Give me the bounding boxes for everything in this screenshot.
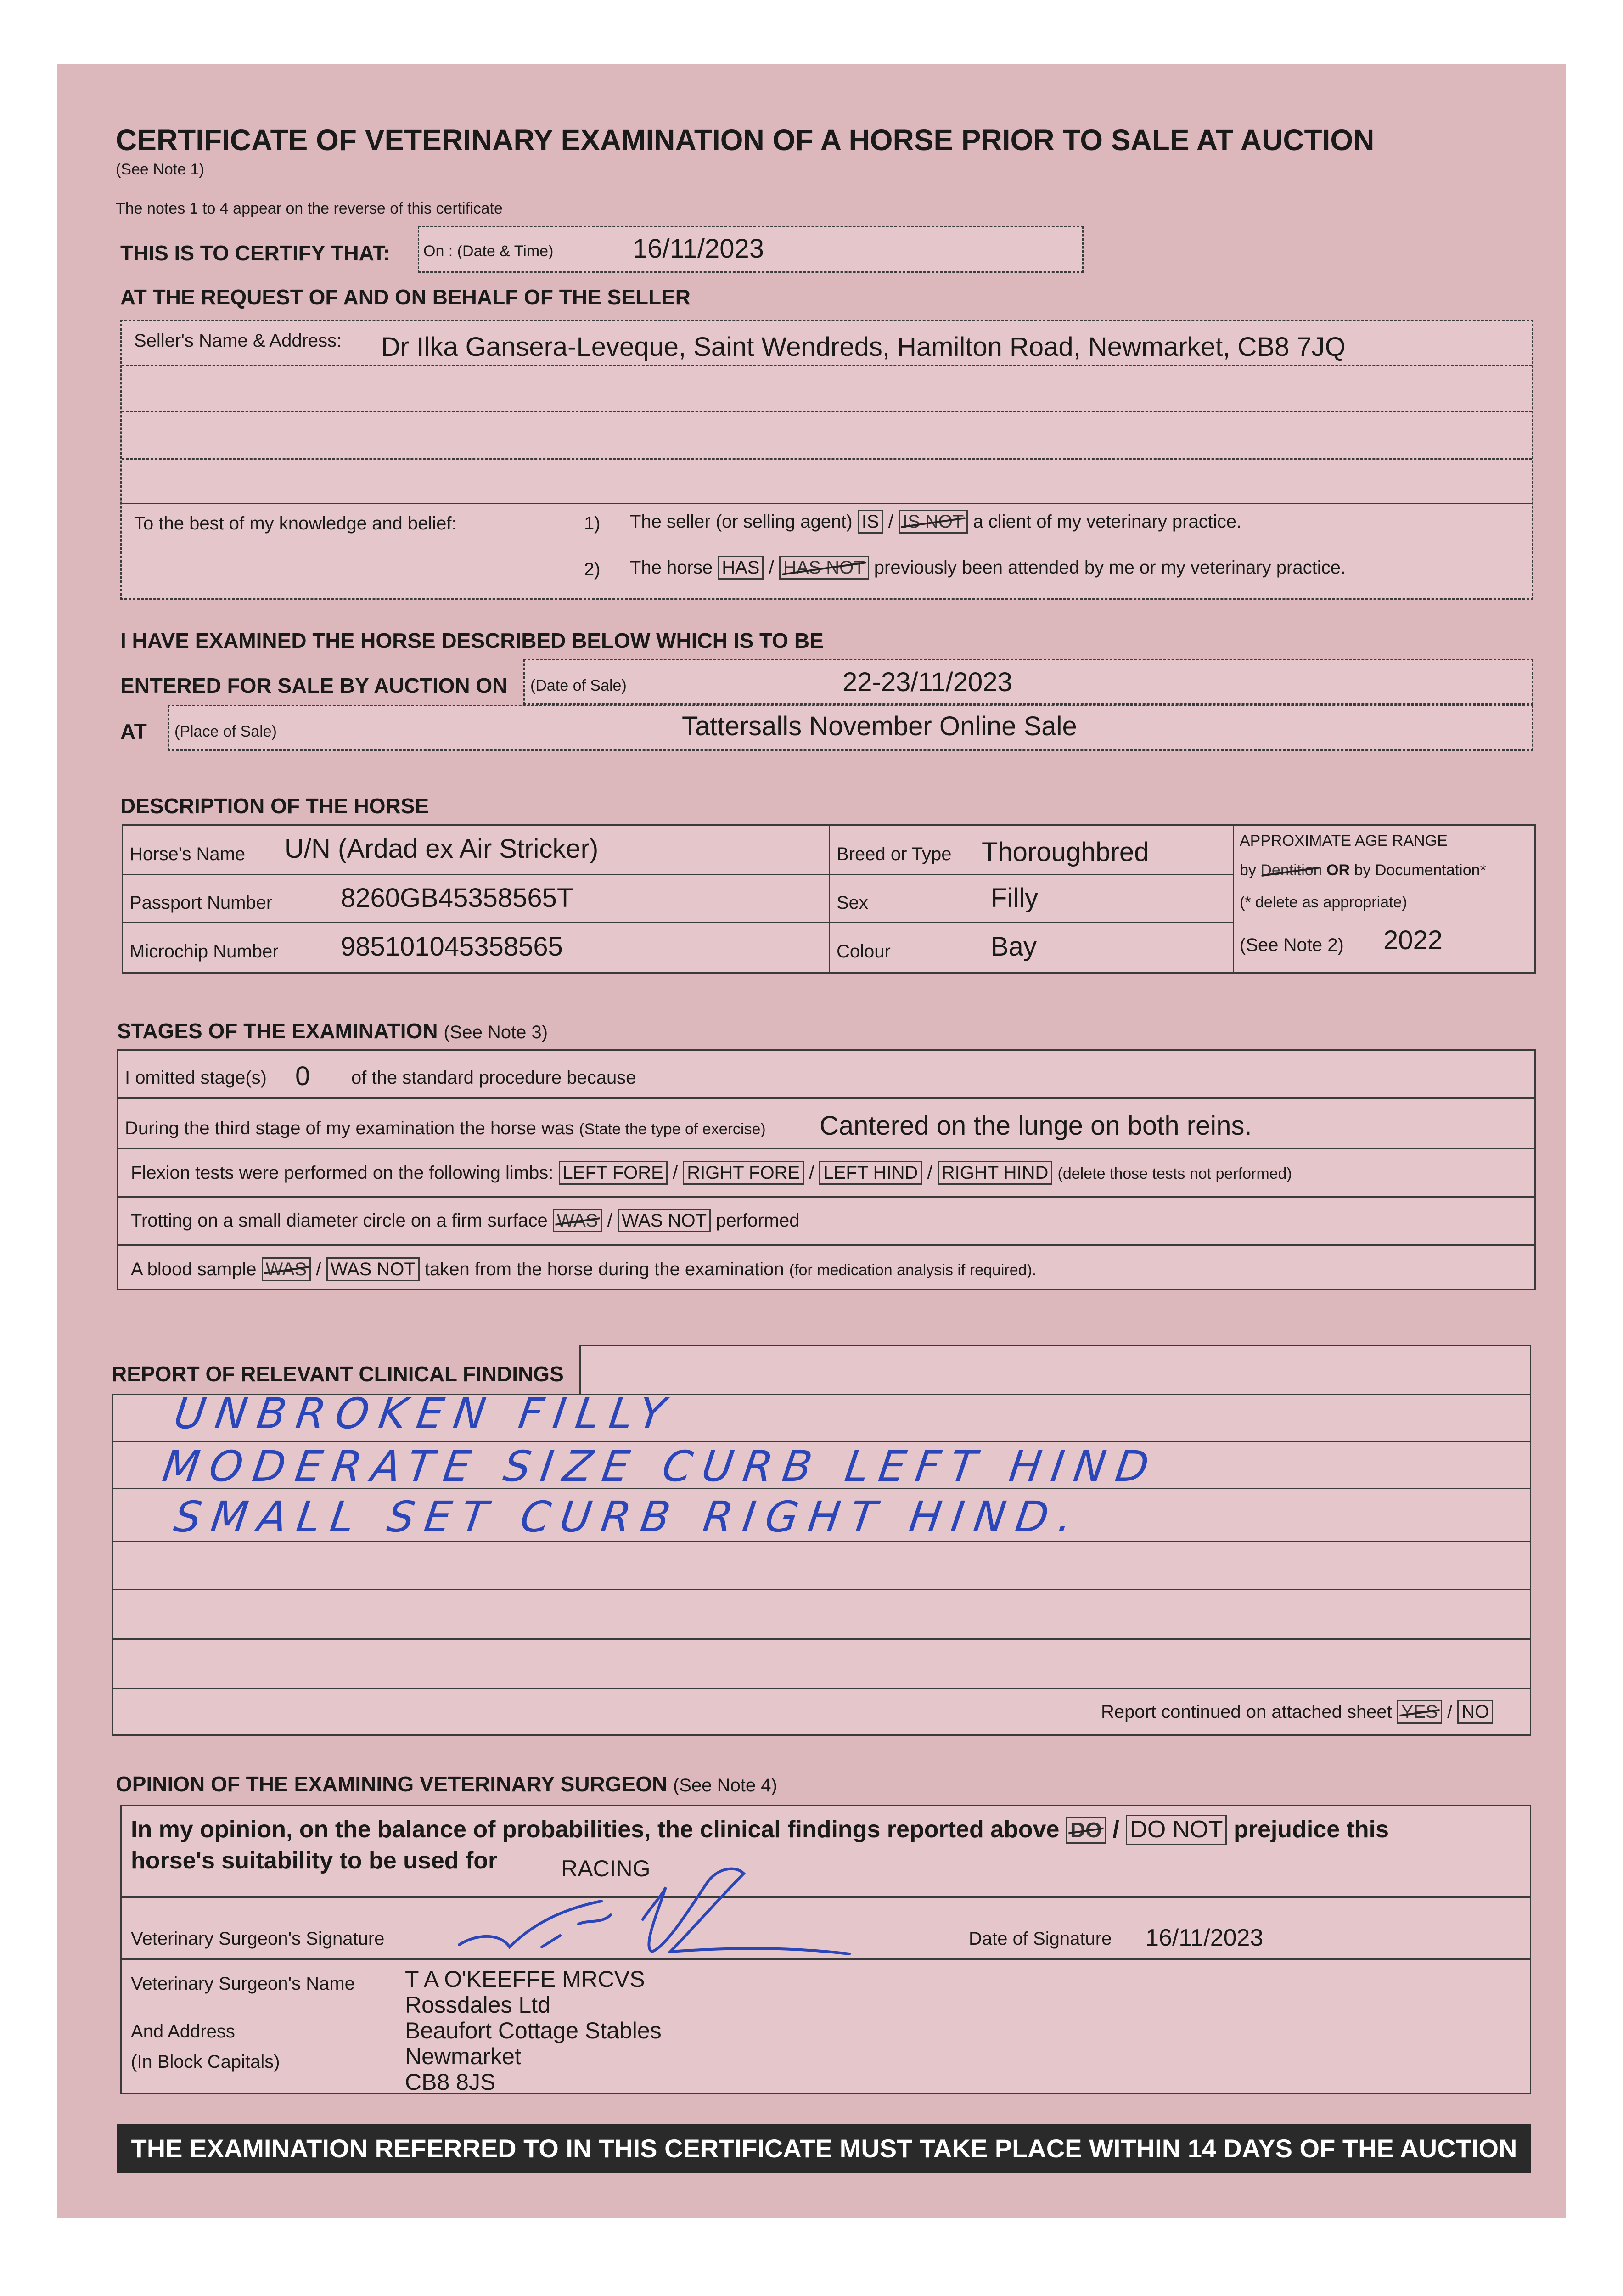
vet-address-block: T A O'KEEFFE MRCVS Rossdales Ltd Beaufort Cottage Stables Newmarket CB8 8JS [405, 1966, 662, 2095]
seller-client-line: The seller (or selling agent) IS / IS NOT a client of my veterinary practice. [630, 510, 1241, 534]
flexion-line: Flexion tests were performed on the following limbs: LEFT FORE / RIGHT FORE / LEFT HIND / RIGHT HIND (delete those tests not performed) [131, 1161, 1292, 1185]
see-note-1: (See Note 1) [116, 161, 204, 178]
right-hind-option[interactable]: RIGHT HIND [938, 1161, 1053, 1185]
sex-value: Filly [991, 883, 1039, 913]
date-signature-value: 16/11/2023 [1146, 1925, 1264, 1951]
sale-place-label: (Place of Sale) [174, 723, 277, 740]
date-signature-label: Date of Signature [969, 1929, 1112, 1949]
certify-label: THIS IS TO CERTIFY THAT: [120, 241, 390, 265]
age-heading: APPROXIMATE AGE RANGE [1240, 832, 1448, 850]
microchip-value: 985101045358565 [341, 932, 563, 962]
seller-label: Seller's Name & Address: [134, 331, 342, 351]
horse-name-value: U/N (Ardad ex Air Stricker) [285, 834, 599, 864]
age-see-note: (See Note 2) [1240, 935, 1344, 955]
trot-was-option[interactable]: WAS [553, 1209, 602, 1232]
notes-line: The notes 1 to 4 appear on the reverse of this certificate [116, 200, 503, 217]
passport-value: 8260GB45358565T [341, 883, 573, 913]
request-label: AT THE REQUEST OF AND ON BEHALF OF THE SELLER [120, 285, 691, 309]
vet-name-label: Veterinary Surgeon's Name [131, 1974, 355, 1994]
at-label: AT [120, 720, 147, 743]
stages-heading: STAGES OF THE EXAMINATION (See Note 3) [117, 1019, 548, 1043]
continued-yes-option[interactable]: YES [1397, 1700, 1442, 1724]
opinion-text-line1: In my opinion, on the balance of probabilities, the clinical findings reported above DO / DO NOT prejudice this [131, 1815, 1389, 1845]
finding-line-1: UNBROKEN FILLY [171, 1389, 679, 1438]
age-method-line: by Dentition OR by Documentation* [1240, 861, 1486, 879]
knowledge-n1: 1) [584, 513, 601, 534]
report-continued-line: Report continued on attached sheet YES / NO [1101, 1700, 1493, 1724]
horse-attended-line: The horse HAS / HAS NOT previously been attended by me or my veterinary practice. [630, 556, 1346, 580]
finding-line-3: SMALL SET CURB RIGHT HIND. [171, 1492, 1086, 1542]
sale-date-label: (Date of Sale) [530, 677, 627, 694]
sex-label: Sex [837, 893, 868, 913]
left-hind-option[interactable]: LEFT HIND [819, 1161, 922, 1185]
vet-signature [450, 1855, 863, 1965]
block-capitals-label: (In Block Capitals) [131, 2052, 280, 2072]
left-fore-option[interactable]: LEFT FORE [559, 1161, 668, 1185]
do-not-option[interactable]: DO NOT [1126, 1815, 1227, 1845]
description-heading: DESCRIPTION OF THE HORSE [120, 794, 429, 818]
blood-was-not-option[interactable]: WAS NOT [326, 1257, 420, 1281]
third-stage-label: During the third stage of my examination the horse was (State the type of exercise) [125, 1118, 766, 1138]
horse-name-label: Horse's Name [129, 844, 246, 864]
report-heading: REPORT OF RELEVANT CLINICAL FINDINGS [112, 1362, 564, 1386]
passport-label: Passport Number [129, 893, 273, 913]
age-dentition-struck[interactable]: Dentition [1260, 861, 1322, 879]
has-option[interactable]: HAS [718, 556, 764, 580]
omitted-value: 0 [295, 1061, 310, 1091]
has-not-option[interactable]: HAS NOT [779, 556, 869, 580]
is-option[interactable]: IS [858, 510, 883, 534]
seller-value: Dr Ilka Gansera-Leveque, Saint Wendreds, Hamilton Road, Newmarket, CB8 7JQ [381, 332, 1346, 362]
breed-value: Thoroughbred [982, 837, 1149, 867]
age-delete-note: (* delete as appropriate) [1240, 894, 1407, 911]
certificate-title: CERTIFICATE OF VETERINARY EXAMINATION OF A HORSE PRIOR TO SALE AT AUCTION [116, 124, 1375, 157]
continued-no-option[interactable]: NO [1457, 1700, 1493, 1724]
do-option[interactable]: DO [1066, 1817, 1106, 1844]
omitted-label: I omitted stage(s) [125, 1068, 267, 1088]
blood-line: A blood sample WAS / WAS NOT taken from the horse during the examination (for medication analysis if required). [131, 1257, 1036, 1281]
examined-line2: ENTERED FOR SALE BY AUCTION ON [120, 674, 508, 698]
examined-line1: I HAVE EXAMINED THE HORSE DESCRIBED BELOW WHICH IS TO BE [120, 629, 824, 653]
trot-was-not-option[interactable]: WAS NOT [618, 1209, 711, 1232]
is-not-option[interactable]: IS NOT [899, 510, 968, 534]
colour-value: Bay [991, 932, 1037, 962]
trot-line: Trotting on a small diameter circle on a firm surface WAS / WAS NOT performed [131, 1209, 799, 1232]
right-fore-option[interactable]: RIGHT FORE [683, 1161, 804, 1185]
microchip-label: Microchip Number [129, 941, 279, 962]
date-time-value: 16/11/2023 [633, 234, 764, 264]
sale-place-value: Tattersalls November Online Sale [682, 711, 1077, 741]
use-value: RACING [561, 1856, 651, 1881]
third-stage-value: Cantered on the lunge on both reins. [820, 1111, 1252, 1141]
opinion-heading: OPINION OF THE EXAMINING VETERINARY SURGEON (See Note 4) [116, 1772, 777, 1796]
sale-date-field[interactable] [523, 659, 1533, 705]
breed-label: Breed or Type [837, 844, 952, 864]
date-time-label: On : (Date & Time) [423, 242, 554, 260]
signature-label: Veterinary Surgeon's Signature [131, 1929, 385, 1949]
report-heading-field[interactable] [579, 1345, 1531, 1395]
age-value: 2022 [1383, 925, 1443, 955]
footer-notice: THE EXAMINATION REFERRED TO IN THIS CERTIFICATE MUST TAKE PLACE WITHIN 14 DAYS OF THE AUCTION [117, 2124, 1531, 2173]
knowledge-n2: 2) [584, 559, 601, 580]
knowledge-label: To the best of my knowledge and belief: [134, 513, 457, 534]
finding-line-2: MODERATE SIZE CURB LEFT HIND [159, 1442, 1162, 1491]
opinion-text-line2: horse's suitability to be used for [131, 1847, 498, 1874]
colour-label: Colour [837, 941, 891, 962]
sale-date-value: 22-23/11/2023 [842, 667, 1012, 697]
vet-address-label: And Address [131, 2021, 235, 2042]
blood-was-option[interactable]: WAS [262, 1257, 311, 1281]
omitted-post: of the standard procedure because [351, 1068, 636, 1088]
